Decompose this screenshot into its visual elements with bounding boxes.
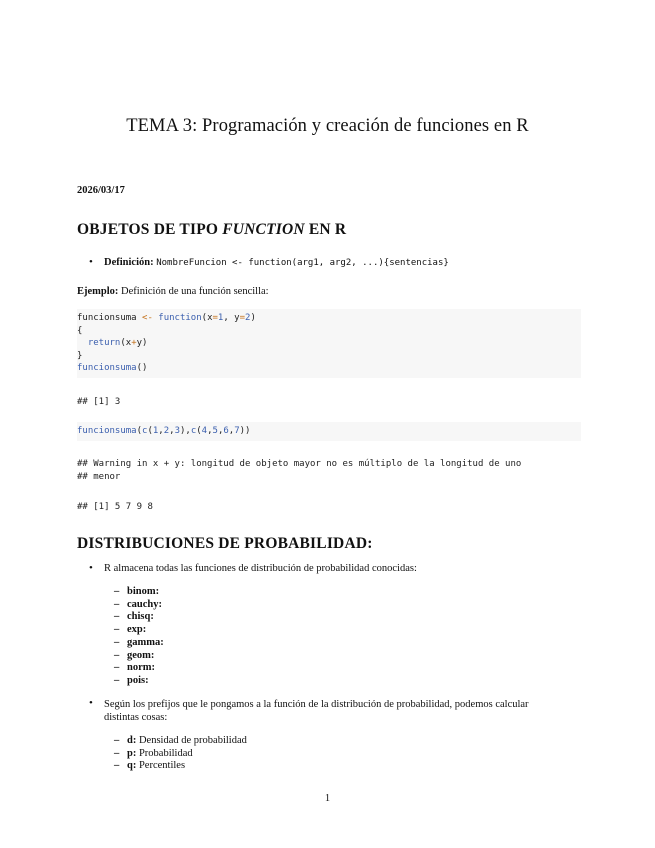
code-call: funcionsuma(c(1,2,3),c(4,5,6,7)) (77, 426, 251, 436)
warning-line-1: ## Warning in x + y: longitud de objeto mayor no es múltiplo de la longitud de uno (77, 459, 522, 469)
output-result-2: ## [1] 5 7 9 8 (77, 502, 153, 512)
bullet-prefixes-line-1: • Según los prefijos que le pongamos a la función de la distribución de probabilidad, podemos calcular (104, 699, 529, 710)
list-item: – gamma: (127, 637, 164, 650)
heading-italic: FUNCTION (222, 221, 305, 238)
section-heading-distributions: DISTRIBUCIONES DE PROBABILIDAD: (77, 535, 373, 552)
document-title: TEMA 3: Programación y creación de funciones en R (126, 116, 529, 136)
code-definition: funcionsuma <- function(x=1, y=2) { return(x+y) } funcionsuma() (77, 313, 256, 374)
heading-suffix: EN R (308, 221, 347, 238)
output-result-1: ## [1] 3 (77, 397, 121, 407)
section-heading-function-objects (77, 221, 346, 239)
list-item: – binom: (127, 586, 164, 599)
list-item: – geom: (127, 650, 164, 663)
list-item: – exp: (127, 624, 164, 637)
bullet-prefixes-line-2: distintas cosas: (104, 712, 168, 723)
list-item: – cauchy: (127, 599, 164, 612)
list-item: – norm: (127, 662, 164, 675)
bullet-distributions: • R almacena todas las funciones de distribución de probabilidad conocidas: (104, 563, 417, 574)
list-item: – pois: (127, 675, 164, 688)
document-date: 2026/03/17 (77, 185, 125, 196)
page-number: 1 (324, 793, 331, 804)
code-block-call (77, 422, 581, 441)
list-item: – q: Percentiles (127, 760, 247, 773)
heading-prefix: OBJETOS DE TIPO (77, 221, 219, 238)
definition-bullet (104, 257, 449, 268)
list-item: – p: Probabilidad (127, 748, 247, 761)
definition-label: Definición: (104, 257, 154, 268)
definition-code: NombreFuncion <- function(arg1, arg2, ...){sentencias} (156, 258, 449, 268)
bullet-prefixes (104, 698, 529, 724)
warning-line-2: ## menor (77, 472, 121, 482)
code-block-definition (77, 309, 581, 378)
list-item: – chisq: (127, 611, 164, 624)
example-paragraph (77, 286, 269, 297)
list-item: – d: Densidad de probabilidad (127, 735, 247, 748)
distribution-list (127, 586, 164, 688)
example-label: Ejemplo: (77, 286, 119, 297)
example-text: Definición de una función sencilla: (121, 286, 269, 297)
prefix-list (127, 735, 247, 773)
